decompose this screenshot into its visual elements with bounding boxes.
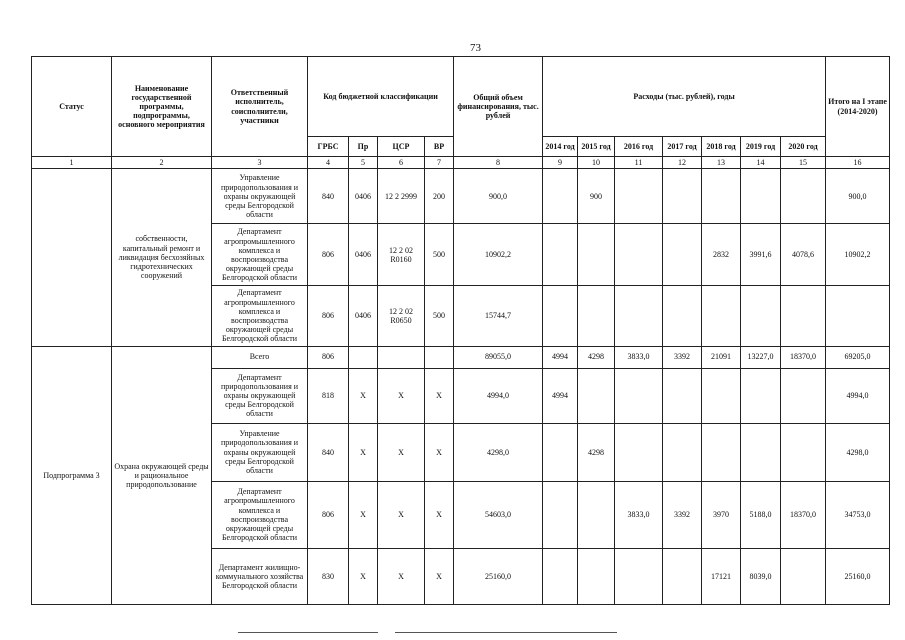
executor-cell: Всего	[212, 346, 308, 368]
pr-cell	[349, 346, 378, 368]
year-cell: 5188,0	[741, 481, 781, 548]
grbs-cell: 806	[308, 224, 349, 286]
year-cell: 2832	[702, 224, 741, 286]
csr-cell: 12 2 02 R0650	[378, 286, 425, 346]
header-total-stage: Итого на I этапе (2014-2020)	[826, 57, 890, 157]
column-number-row	[32, 157, 890, 169]
column-number: 1	[32, 157, 112, 169]
year-cell	[543, 224, 578, 286]
vr-cell: Х	[425, 368, 454, 423]
grbs-cell: 806	[308, 481, 349, 548]
grbs-cell: 818	[308, 368, 349, 423]
grbs-cell: 806	[308, 346, 349, 368]
pr-cell: Х	[349, 548, 378, 604]
pr-cell: Х	[349, 423, 378, 481]
header-year: 2017 год	[663, 137, 702, 157]
executor-cell: Департамент природопользования и охраны окружающей среды Белгородской области	[212, 368, 308, 423]
year-cell: 21091	[702, 346, 741, 368]
header-year: 2019 год	[741, 137, 781, 157]
column-number: 4	[308, 157, 349, 169]
stage-total-cell: 69205,0	[826, 346, 890, 368]
stage-total-cell: 4994,0	[826, 368, 890, 423]
year-cell	[663, 548, 702, 604]
year-cell: 3392	[663, 481, 702, 548]
column-number: 7	[425, 157, 454, 169]
year-cell	[578, 224, 615, 286]
stage-total-cell	[826, 286, 890, 346]
total-cell: 25160,0	[454, 548, 543, 604]
column-number: 14	[741, 157, 781, 169]
vr-cell: Х	[425, 481, 454, 548]
year-cell	[615, 286, 663, 346]
header-year: 2020 год	[781, 137, 826, 157]
pr-cell: 0406	[349, 169, 378, 224]
year-cell: 3970	[702, 481, 741, 548]
header-expenses: Расходы (тыс. рублей), годы	[543, 57, 826, 137]
column-number: 5	[349, 157, 378, 169]
header-status: Статус	[32, 57, 112, 157]
subprogram-name-cell: Охрана окружающей среды и рациональное природопользование	[112, 346, 212, 604]
vr-cell: 500	[425, 286, 454, 346]
header-year: 2015 год	[578, 137, 615, 157]
year-cell	[781, 286, 826, 346]
column-number: 6	[378, 157, 425, 169]
total-cell: 900,0	[454, 169, 543, 224]
header-total-volume: Общий объем финансирования, тыс. рублей	[454, 57, 543, 157]
table-row	[32, 169, 890, 224]
stage-total-cell: 900,0	[826, 169, 890, 224]
year-cell	[578, 368, 615, 423]
csr-cell: Х	[378, 368, 425, 423]
year-cell	[702, 368, 741, 423]
year-cell	[543, 548, 578, 604]
year-cell: 13227,0	[741, 346, 781, 368]
vr-cell: 200	[425, 169, 454, 224]
column-number: 11	[615, 157, 663, 169]
pr-cell: 0406	[349, 286, 378, 346]
status-cell: Подпрограмма 3	[32, 346, 112, 604]
year-cell: 3392	[663, 346, 702, 368]
year-cell	[615, 368, 663, 423]
year-cell	[615, 423, 663, 481]
header-budget-code: Код бюджетной классификации	[308, 57, 454, 137]
csr-cell: Х	[378, 423, 425, 481]
header-grbs: ГРБС	[308, 137, 349, 157]
year-cell	[781, 423, 826, 481]
year-cell	[663, 224, 702, 286]
year-cell	[543, 286, 578, 346]
csr-cell: Х	[378, 548, 425, 604]
pr-cell: Х	[349, 368, 378, 423]
total-cell: 15744,7	[454, 286, 543, 346]
year-cell	[663, 423, 702, 481]
year-cell	[543, 423, 578, 481]
year-cell: 18370,0	[781, 481, 826, 548]
year-cell	[781, 548, 826, 604]
vr-cell: Х	[425, 423, 454, 481]
executor-cell: Департамент агропромышленного комплекса и воспроизводства окружающей среды Белгородской области	[212, 224, 308, 286]
year-cell	[543, 481, 578, 548]
header-vr: ВР	[425, 137, 454, 157]
executor-cell: Департамент жилищно-коммунального хозяйства Белгородской области	[212, 548, 308, 604]
year-cell: 4298	[578, 346, 615, 368]
year-cell	[781, 368, 826, 423]
year-cell	[578, 548, 615, 604]
column-number: 9	[543, 157, 578, 169]
grbs-cell: 840	[308, 423, 349, 481]
column-number: 16	[826, 157, 890, 169]
header-csr: ЦСР	[378, 137, 425, 157]
executor-cell: Департамент агропромышленного комплекса и воспроизводства окружающей среды Белгородской области	[212, 286, 308, 346]
year-cell	[781, 169, 826, 224]
total-cell: 54603,0	[454, 481, 543, 548]
year-cell	[702, 169, 741, 224]
executor-cell: Департамент агропромышленного комплекса и воспроизводства окружающей среды Белгородской области	[212, 481, 308, 548]
stage-total-cell: 4298,0	[826, 423, 890, 481]
year-cell: 4994	[543, 368, 578, 423]
column-number: 10	[578, 157, 615, 169]
budget-table	[31, 56, 890, 605]
year-cell	[663, 169, 702, 224]
column-number: 2	[112, 157, 212, 169]
year-cell	[578, 481, 615, 548]
year-cell: 4078,6	[781, 224, 826, 286]
vr-cell: Х	[425, 548, 454, 604]
column-number: 13	[702, 157, 741, 169]
year-cell	[663, 286, 702, 346]
year-cell	[543, 169, 578, 224]
pr-cell: Х	[349, 481, 378, 548]
csr-cell	[378, 346, 425, 368]
page-number: 73	[470, 42, 481, 54]
executor-cell: Управление природопользования и охраны окружающей среды Белгородской области	[212, 423, 308, 481]
year-cell	[702, 423, 741, 481]
executor-cell: Управление природопользования и охраны окружающей среды Белгородской области	[212, 169, 308, 224]
grbs-cell: 830	[308, 548, 349, 604]
stage-total-cell: 10902,2	[826, 224, 890, 286]
year-cell: 4298	[578, 423, 615, 481]
year-cell: 4994	[543, 346, 578, 368]
column-number: 3	[212, 157, 308, 169]
header-year: 2014 год	[543, 137, 578, 157]
footer-divider	[395, 632, 617, 633]
year-cell	[741, 368, 781, 423]
grbs-cell: 806	[308, 286, 349, 346]
csr-cell: Х	[378, 481, 425, 548]
vr-cell: 500	[425, 224, 454, 286]
vr-cell	[425, 346, 454, 368]
year-cell	[741, 169, 781, 224]
header-pr: Пр	[349, 137, 378, 157]
year-cell: 17121	[702, 548, 741, 604]
column-number: 8	[454, 157, 543, 169]
stage-total-cell: 34753,0	[826, 481, 890, 548]
column-number: 15	[781, 157, 826, 169]
year-cell	[663, 368, 702, 423]
header-executor: Ответственный исполнитель, соисполнители, участники	[212, 57, 308, 157]
year-cell: 18370,0	[781, 346, 826, 368]
total-cell: 89055,0	[454, 346, 543, 368]
year-cell: 3991,6	[741, 224, 781, 286]
event-name-cell: собственности, капитальный ремонт и ликвидация бесхозяйных гидротехнических сооружений	[112, 169, 212, 346]
pr-cell: 0406	[349, 224, 378, 286]
csr-cell: 12 2 2999	[378, 169, 425, 224]
year-cell: 8039,0	[741, 548, 781, 604]
table-row	[32, 346, 890, 368]
year-cell	[615, 169, 663, 224]
csr-cell: 12 2 02 R0160	[378, 224, 425, 286]
column-number: 12	[663, 157, 702, 169]
header-name: Наименование государственной программы, подпрограммы, основного мероприятия	[112, 57, 212, 157]
total-cell: 4298,0	[454, 423, 543, 481]
grbs-cell: 840	[308, 169, 349, 224]
total-cell: 10902,2	[454, 224, 543, 286]
year-cell	[741, 286, 781, 346]
header-year: 2016 год	[615, 137, 663, 157]
year-cell: 3833,0	[615, 346, 663, 368]
year-cell	[578, 286, 615, 346]
year-cell	[741, 423, 781, 481]
total-cell: 4994,0	[454, 368, 543, 423]
footer-divider	[238, 632, 378, 633]
year-cell	[615, 548, 663, 604]
status-cell	[32, 169, 112, 346]
year-cell	[615, 224, 663, 286]
stage-total-cell: 25160,0	[826, 548, 890, 604]
year-cell: 900	[578, 169, 615, 224]
year-cell	[702, 286, 741, 346]
year-cell: 3833,0	[615, 481, 663, 548]
header-year: 2018 год	[702, 137, 741, 157]
